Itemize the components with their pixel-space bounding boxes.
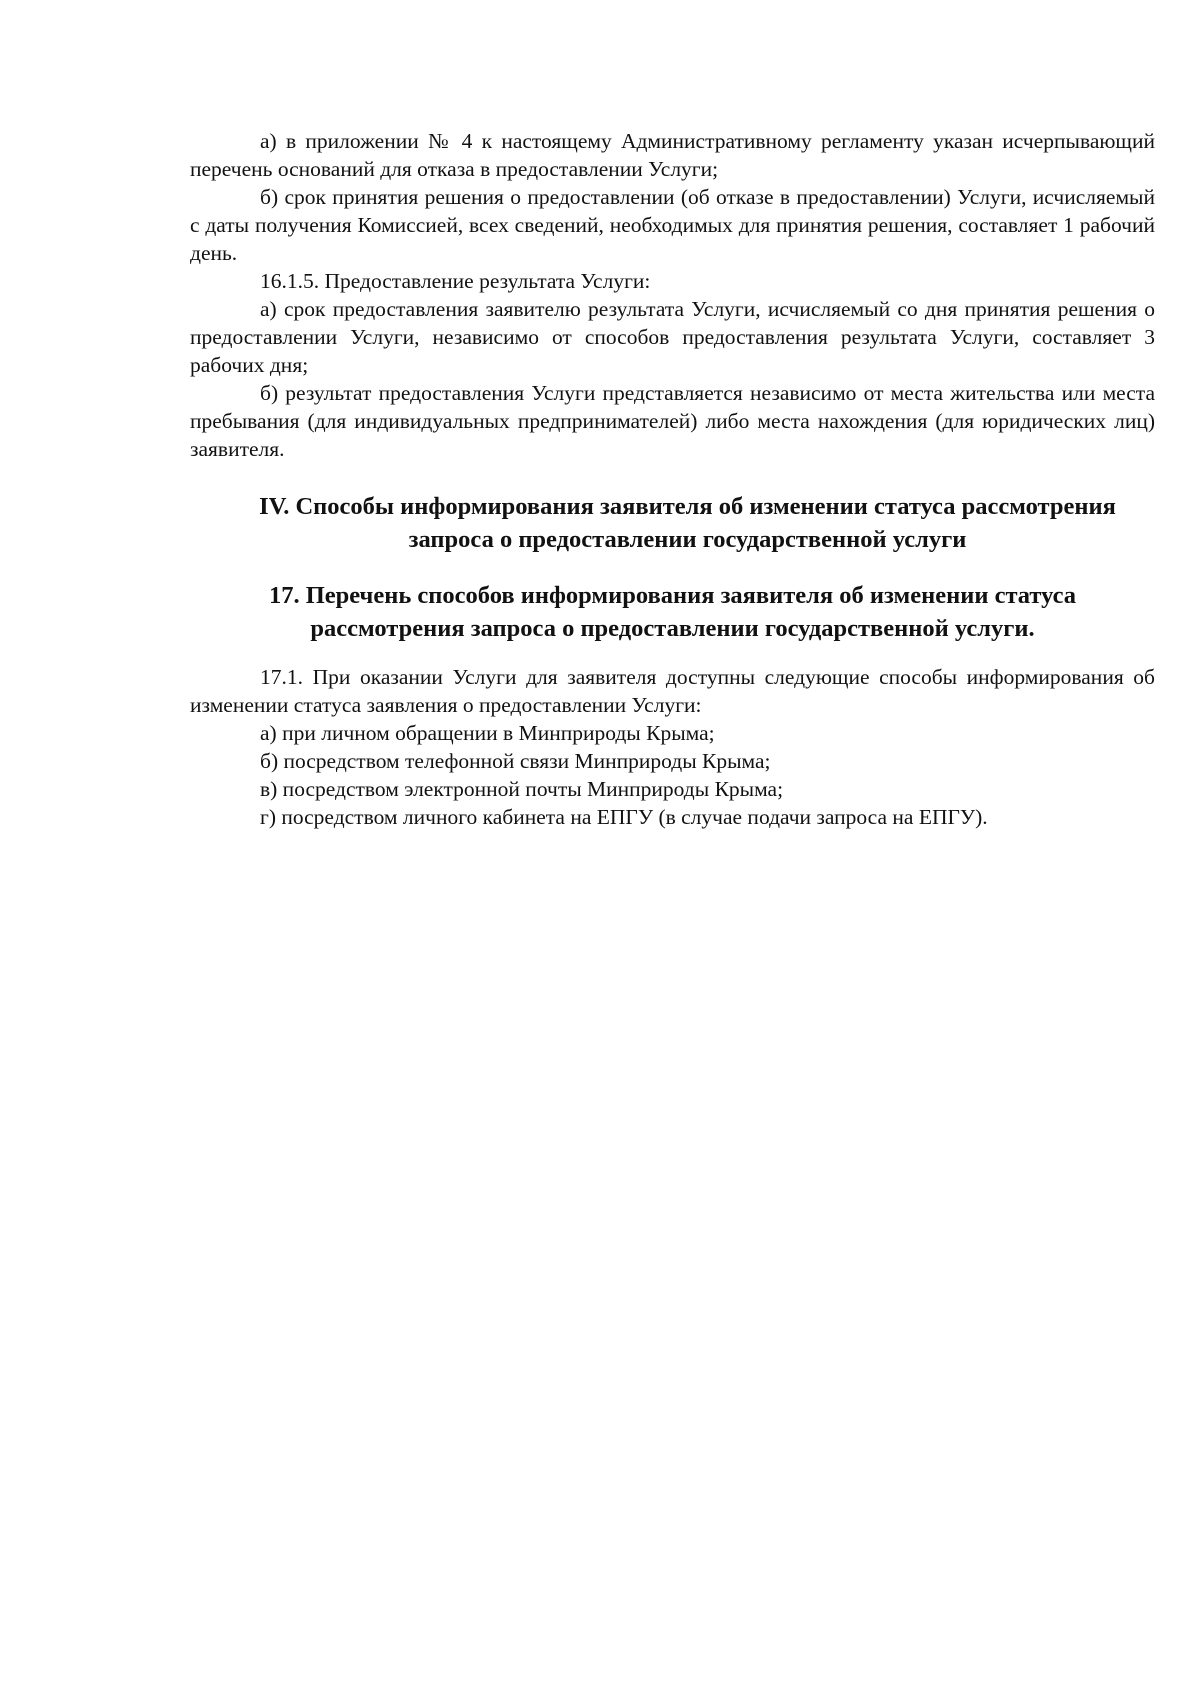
list-item-email: в) посредством электронной почты Минприроды Крыма; bbox=[260, 777, 784, 801]
section-iv-heading: IV. Способы информирования заявителя об изменении статуса рассмотрения запроса о предоставлении государственной услуги bbox=[259, 493, 1116, 553]
paragraph-b-decision-term: б) срок принятия решения о предоставлении (об отказе в предоставлении) Услуги, исчисляемый с даты получения Комиссией, всех сведений, необходимых для принятия решения, составляет 1 рабочий день. bbox=[190, 185, 1155, 265]
list-item-epgu-cabinet: г) посредством личного кабинета на ЕПГУ (в случае подачи запроса на ЕПГУ). bbox=[260, 805, 988, 829]
paragraph-a-result-term: а) срок предоставления заявителю результата Услуги, исчисляемый со дня принятия решения о предоставлении Услуги, независимо от способов предоставления результата Услуги, составляет 3 рабочих дня; bbox=[190, 297, 1155, 377]
list-item-in-person: а) при личном обращении в Минприроды Крыма; bbox=[260, 721, 715, 745]
paragraph-a-refusal-grounds: а) в приложении № 4 к настоящему Административному регламенту указан исчерпывающий перечень оснований для отказа в предоставлении Услуги; bbox=[190, 129, 1155, 181]
paragraph-b-result-place: б) результат предоставления Услуги представляется независимо от места жительства или места пребывания (для индивидуальных предпринимателей) либо места нахождения (для юридических лиц) заявителя. bbox=[190, 381, 1155, 461]
section-17-heading: 17. Перечень способов информирования заявителя об изменении статуса рассмотрения запроса о предоставлении государственной услуги. bbox=[268, 582, 1077, 642]
paragraph-17-1: 17.1. При оказании Услуги для заявителя доступны следующие способы информирования об изменении статуса заявления о предоставлении Услуги: bbox=[190, 665, 1155, 717]
list-item-phone: б) посредством телефонной связи Минприроды Крыма; bbox=[260, 749, 771, 773]
paragraph-16-1-5: 16.1.5. Предоставление результата Услуги: bbox=[260, 269, 651, 293]
document-page bbox=[190, 127, 1155, 831]
